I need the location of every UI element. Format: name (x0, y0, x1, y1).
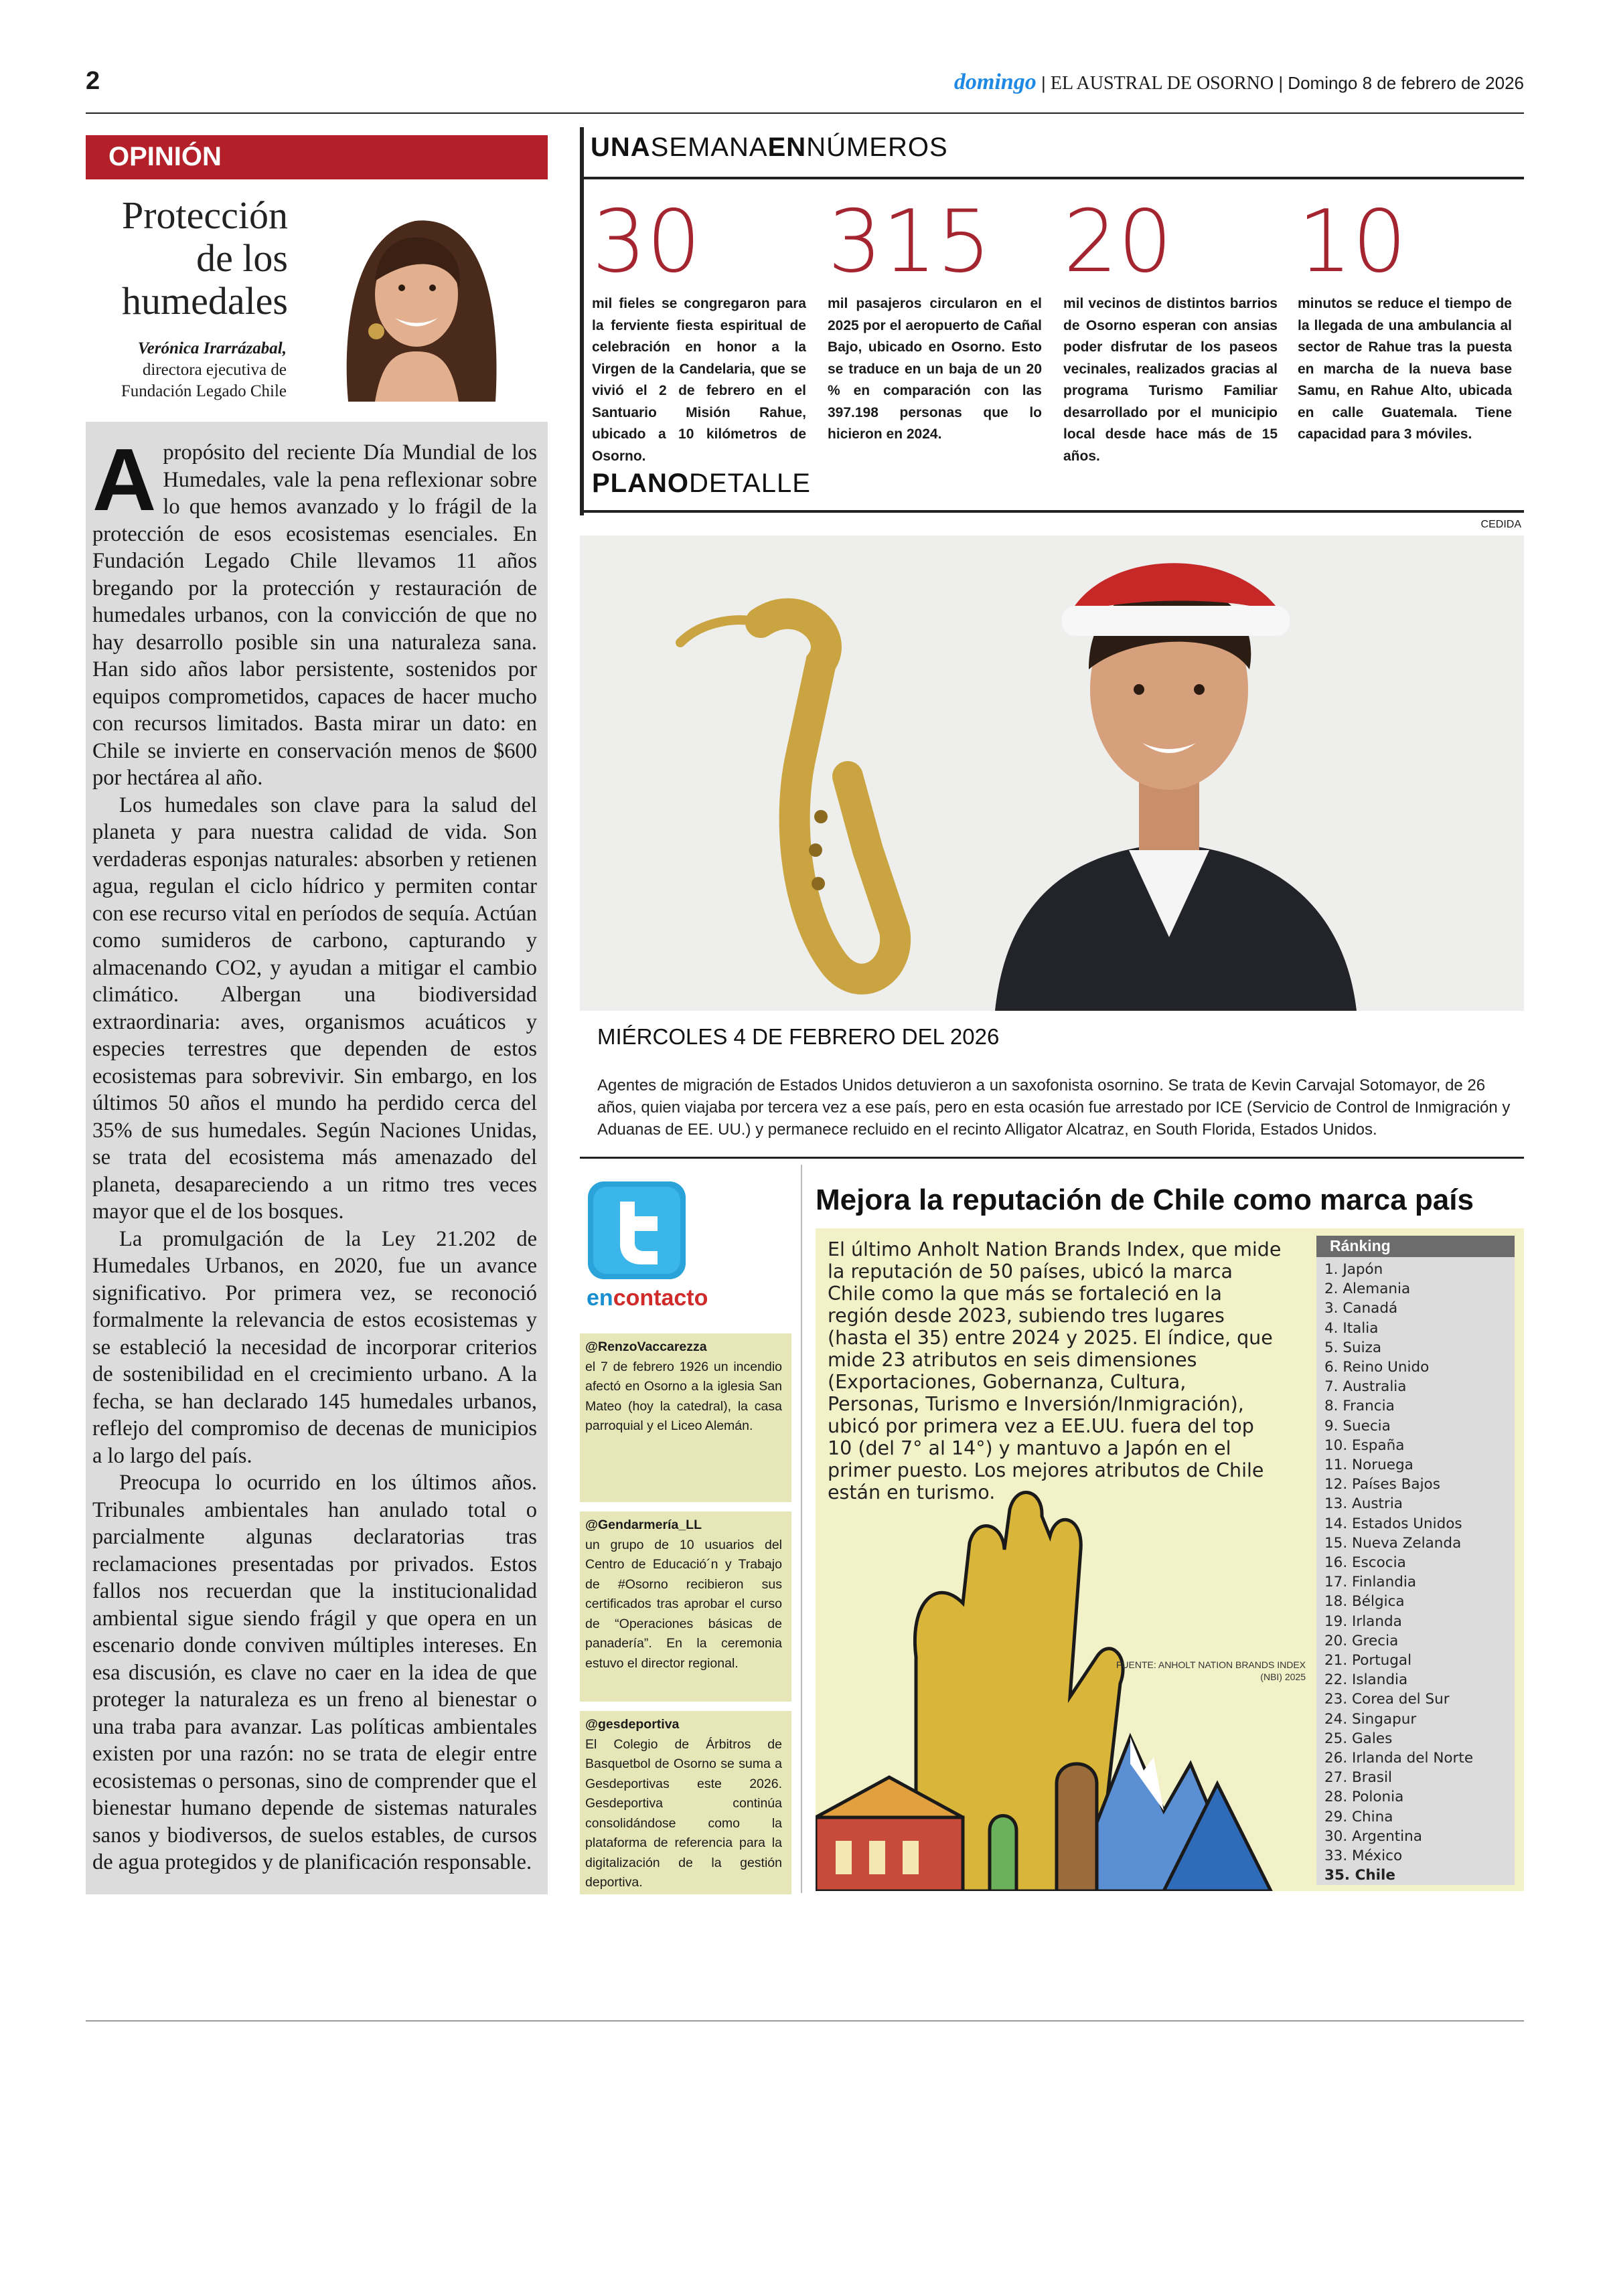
ranking-item: 5. Suiza (1324, 1339, 1382, 1356)
page-header (86, 67, 1524, 114)
author-portrait (301, 194, 522, 402)
photo-caption: Agentes de migración de Estados Unidos detuvieron a un saxofonista osornino. Se trata de Kevin Carvajal Sotomayor, de 26 años, quien viajaba por tercera vez a ese país, pero en esta ocasión fue arrestado por ICE (Servicio de Control de Inmigración y Aduanas de EE. UU.) y permanece recluido en el recinto Alligator Alcatraz, en South Florida, Estados Unidos. (597, 1076, 1511, 1139)
masthead-date: Domingo 8 de febrero de 2026 (1288, 73, 1524, 93)
plano-rule (580, 510, 1524, 513)
ranking-item: 14. Estados Unidos (1324, 1515, 1462, 1532)
masthead-brand: domingo (953, 70, 1037, 94)
author-role: directora ejecutiva de (142, 361, 287, 379)
ranking-item: 17. Finlandia (1324, 1574, 1416, 1591)
post-text: El Colegio de Árbitros de Basquetbol de Osorno se suma a Gesdeportivas este 2026. Gesdeportiva continúa consolidándose como la plataforma de referencia para la digitalización de la gestión deportiva. (585, 1736, 782, 1890)
number-2-text: mil pasajeros circularon en el 2025 por el aeropuerto de Cañal Bajo, ubicado en Osorno. Esto se traduce en un baja de un 20 % en comparación con las 397.198 personas que lo hicieron en 2024. (828, 296, 1042, 442)
number-4: 10 (1298, 192, 1407, 292)
number-4-text: minutos se reduce el tiempo de la llegada de una ambulancia al sector de Rahue tras la puesta en marcha de la nueva base Samu, en Rahue Alto, ubicada en calle Guatemala. Tiene capacidad para 3 móviles. (1298, 296, 1512, 442)
ranking-item: 13. Austria (1324, 1495, 1403, 1513)
bottom-rule (86, 2020, 1524, 2022)
masthead-paper: EL AUSTRAL DE OSORNO (1050, 73, 1274, 94)
ranking-item: 22. Islandia (1324, 1671, 1408, 1689)
ranking-item: 28. Polonia (1324, 1789, 1404, 1806)
opinion-title-line: humedales (121, 279, 288, 323)
opinion-paragraph: La promulgación de la Ley 21.202 de Humedales Urbanos, en 2020, fue un avance significativo. Por primera vez, se reconoció formalmente la relevancia de estos ecosistemas y se estableció la necesidad de incorporar criterios de sostenibilidad en el crecimiento urbano. A la fecha, se han declarado 145 humedales urbanos, reflejo del compromiso de decenas de municipios a lo largo del país. (92, 1226, 537, 1468)
ranking-item: 3. Canadá (1324, 1300, 1398, 1317)
twitter-icon (588, 1181, 686, 1279)
column-divider (801, 1165, 802, 1893)
photo-credit: CEDIDA (1480, 519, 1521, 530)
semana-rule (584, 177, 1524, 179)
reputation-title: Mejora la reputación de Chile como marca país (816, 1183, 1474, 1216)
semana-heading: UNASEMANAENNÚMEROS (591, 133, 948, 162)
opinion-author (86, 338, 287, 402)
ranking-list (1324, 1260, 1512, 1886)
social-post (580, 1511, 791, 1702)
ranking-item: 27. Brasil (1324, 1769, 1392, 1787)
photo-caption-date: MIÉRCOLES 4 DE FEBRERO DEL 2026 (597, 1024, 1000, 1049)
opinion-paragraph: Los humedales son clave para la salud del planeta y para nuestra calidad de vida. Son verdaderas esponjas naturales: absorben y retienen agua, regulan el ciclo hídrico y permiten contar con ese recurso vital en períodos de sequía. Actúan como sumideros de carbono, capturando y almacenando CO2, y ayudan a mitigar el cambio climático. Albergan una biodiversidad extraordinaria: aves, organismos acuáticos y especies terrestres que dependen de estos ecosistemas para sobrevivir. Sin embargo, en los últimos 50 años el mundo ha perdido cerca del 35% de sus humedales. Según Naciones Unidas, se trata del ecosistema más amenazado del planeta, desapareciendo a un ritmo tres veces mayor que el de los bosques. (92, 793, 537, 1224)
opinion-title-line: de los (196, 236, 288, 280)
ranking-item: 25. Gales (1324, 1730, 1393, 1747)
post-text: el 7 de febrero 1926 un incendio afectó en Osorno a la iglesia San Mateo (hoy la catedral), la casa parroquial y el Liceo Alemán. (585, 1359, 782, 1433)
ranking-item: 24. Singapur (1324, 1710, 1417, 1728)
opinion-paragraph: Apropósito del reciente Día Mundial de los Humedales, vale la pena reflexionar sobre lo que hemos avanzado y lo frágil de la protección de esos ecosistemas esenciales. En Fundación Legado Chile llevamos 11 años bregando por la protección y restauración de humedales urbanos, con la convicción de que no hay desarrollo posible sin una naturaleza sana. Han sido años labor persistente, sostenidos por equipos comprometidos, capaces de hacer mucho con recursos limitados. Basta mirar un dato: en Chile se invierte en conservación menos de $600 por hectárea al año. (92, 430, 537, 790)
number-2: 315 (828, 192, 992, 292)
opinion-body (86, 422, 548, 1894)
opinion-tag: OPINIÓN (86, 135, 548, 179)
reputation-source: FUENTE: ANHOLT NATION BRANDS INDEX (NBI) 2025 (1116, 1659, 1306, 1682)
number-1: 30 (592, 192, 701, 292)
opinion-paragraph: Preocupa lo ocurrido en los últimos años. Tribunales ambientales han anulado total o parcialmente algunas declaratorias tras reclamaciones presentadas por privados. Estos fallos nos recuerdan que la institucionalidad ambiental sigue siendo frágil y que opera en un escenario donde conviven múltiples intereses. En esa discusión, es clave no caer en la idea de que proteger la naturaleza es un freno al bienestar o una traba para avanzar. Las políticas ambientales existen por una razón: no se trata de elegir entre ecosistemas o personas, sino de comprender que el bienestar humano depende de sistemas naturales sanos y biodiversos, de suelos estables, de cursos de agua protegidos y de planificación responsable. (92, 1471, 537, 1874)
plano-heading: PLANODETALLE (592, 469, 811, 498)
ranking-item: 19. Irlanda (1324, 1613, 1402, 1630)
saxophonist-photo (580, 536, 1524, 1011)
ranking-item: 4. Italia (1324, 1319, 1379, 1337)
ranking-item: 20. Grecia (1324, 1632, 1399, 1649)
ranking-item: 29. China (1324, 1808, 1393, 1825)
vertical-rule (580, 127, 584, 515)
reputation-body: El último Anholt Nation Brands Index, que mide la reputación de 50 países, ubicó la marca Chile como la que más se fortaleció en la región desde 2023, subiendo tres lugares (hasta el 35) entre 2024 y 2025. El índice, que mide 23 atributos en seis dimensiones (Exportaciones, Gobernanza, Cultura, Personas, Turismo e Inversión/Inmigración), ubicó por primera vez a EE.UU. fuera del top 10 (del 7° al 14°) y mantuvo a Japón en el primer puesto. Los mejores atributos de Chile están en turismo. (828, 1238, 1282, 1503)
opinion-title (100, 194, 288, 323)
ranking-item: 12. Países Bajos (1324, 1476, 1440, 1493)
post-handle: @RenzoVaccarezza (585, 1339, 707, 1354)
ranking-item: 30. Argentina (1324, 1827, 1422, 1845)
ranking-item: 6. Reino Unido (1324, 1359, 1430, 1376)
page-number: 2 (86, 67, 100, 95)
masthead: domingo | EL AUSTRAL DE OSORNO | Domingo 8 de febrero de 2026 (953, 70, 1524, 94)
post-text: un grupo de 10 usuarios del Centro de Educació´n y Trabajo de #Osorno recibieron sus certificados tras aprobar el curso de “Operaciones básicas de panadería”. En la ceremonia estuvo el director regional. (585, 1537, 782, 1671)
ranking-item: 2. Alemania (1324, 1281, 1411, 1298)
ranking-item: 21. Portugal (1324, 1652, 1412, 1669)
encontacto-sidebar (580, 1158, 794, 1894)
ranking-item-chile: 35. Chile (1324, 1867, 1395, 1884)
ranking-item: 11. Noruega (1324, 1457, 1413, 1474)
social-post (580, 1711, 791, 1894)
ranking-item: 23. Corea del Sur (1324, 1691, 1450, 1708)
number-1-text: mil fieles se congregaron para la ferviente fiesta espiritual de celebración en honor a la Virgen de la Candelaria, que se vivió el 2 de febrero en el Santuario Misión Rahue, ubicado a 10 kilómetros de Osorno. (592, 296, 806, 464)
ranking-title: Ránking (1316, 1236, 1515, 1257)
opinion-title-line: Protección (121, 193, 288, 237)
post-handle: @gesdeportiva (585, 1717, 680, 1732)
dropcap: A (92, 430, 157, 529)
ranking-item: 16. Escocia (1324, 1554, 1406, 1572)
encontacto-label: encontacto (587, 1285, 708, 1311)
number-3-text: mil vecinos de distintos barrios de Osorno esperan con ansias poder disfrutar de los paseos vecinales, realizados gracias al programa Turismo Familiar desarrollado por el municipio local desde hace más de 15 años. (1063, 296, 1278, 464)
ranking-item: 33. México (1324, 1848, 1403, 1865)
number-3: 20 (1063, 192, 1172, 292)
ranking-item: 8. Francia (1324, 1398, 1395, 1415)
social-post (580, 1333, 791, 1502)
author-org: Fundación Legado Chile (121, 382, 287, 400)
ranking-item: 10. España (1324, 1437, 1405, 1454)
ranking-item: 26. Irlanda del Norte (1324, 1750, 1474, 1767)
post-handle: @Gendarmería_LL (585, 1518, 702, 1532)
ranking-item: 9. Suecia (1324, 1417, 1391, 1434)
ranking-item: 18. Bélgica (1324, 1593, 1405, 1611)
ranking-item: 15. Nueva Zelanda (1324, 1534, 1462, 1552)
ranking-item: 7. Australia (1324, 1378, 1407, 1396)
ranking-item: 1. Japón (1324, 1261, 1383, 1278)
author-name: Verónica Irarrázabal, (137, 339, 287, 357)
